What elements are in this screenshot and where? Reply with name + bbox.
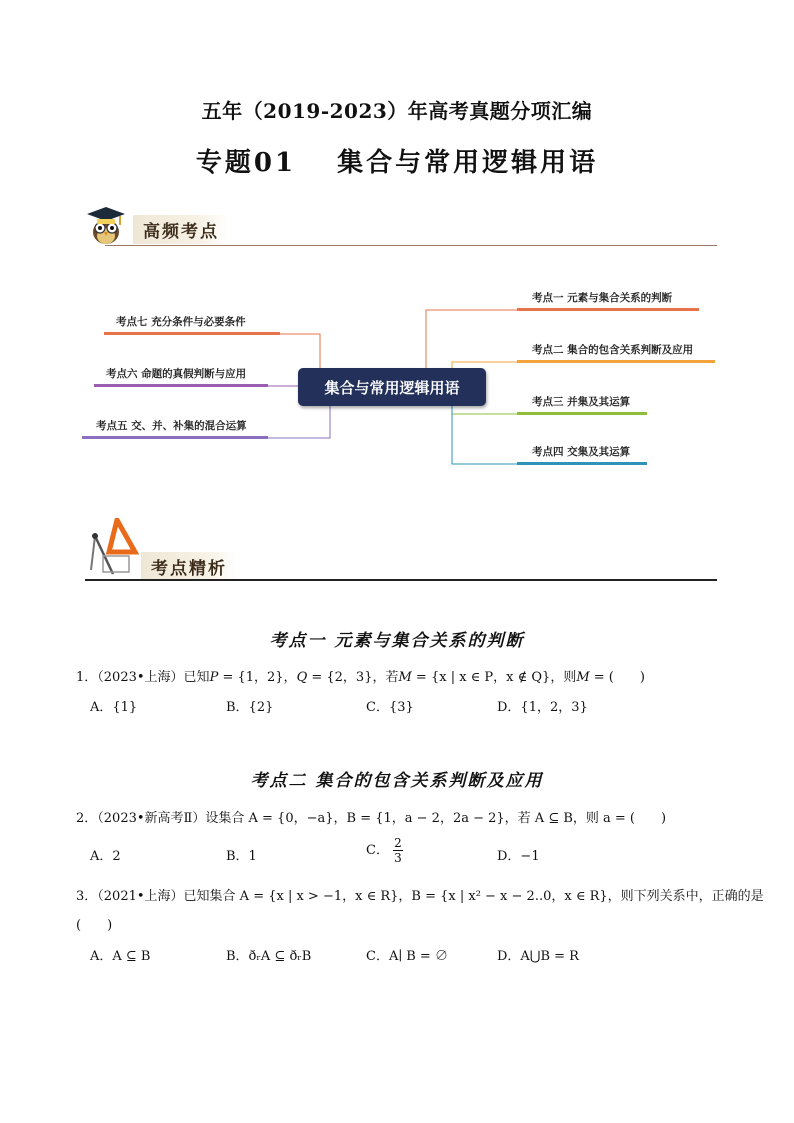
option-d: D．A⋃B = R xyxy=(497,949,579,964)
question-2: 2．（2023•新高考Ⅱ）设集合 A = {0，−a}，B = {1，a − 2，2a − 2}，若 A ⊆ B，则 a = ( ) xyxy=(76,811,667,826)
option-b: B．ðᵣA ⊆ ðᵣB xyxy=(226,949,312,964)
question-source: （2023•新高考Ⅱ） xyxy=(97,811,206,826)
question-source: （2021•上海） xyxy=(97,889,184,904)
section-label: 高频考点 xyxy=(133,215,229,244)
option-b: B．{2} xyxy=(226,700,274,715)
question-number: 3． xyxy=(76,889,98,904)
topic-heading-2: 考点二 集合的包含关系判断及应用 xyxy=(250,771,544,791)
option-a: A．{1} xyxy=(90,700,138,715)
option-a: A．A ⊆ B xyxy=(90,949,151,964)
answer-blank: ( ) xyxy=(76,918,113,933)
mindmap-node-7: 考点七 充分条件与必要条件 xyxy=(116,316,246,328)
question-number: 1． xyxy=(76,670,98,685)
question-1: 1．（2023•上海）已知P = {1，2}，Q = {2，3}，若M = {x | x ∈ P，x ∉ Q}，则M = ( ) xyxy=(76,670,645,685)
mindmap-center-node: 集合与常用逻辑用语 xyxy=(298,368,486,406)
section-label: 考点精析 xyxy=(141,552,237,581)
mindmap-node-4: 考点四 交集及其运算 xyxy=(532,446,631,458)
section-banner-analysis xyxy=(85,518,717,584)
mindmap-node-2: 考点二 集合的包含关系判断及应用 xyxy=(532,344,694,356)
option-d: D．{1，2，3} xyxy=(497,700,588,715)
option-c: C．A∣ B = ∅ xyxy=(366,949,448,964)
mindmap-node-1: 考点一 元素与集合关系的判断 xyxy=(532,292,673,304)
option-b: B．1 xyxy=(226,849,257,864)
option-a: A．2 xyxy=(90,849,121,864)
question-source: （2023•上海） xyxy=(97,670,184,685)
fraction: $\frac{2}{3}$ xyxy=(394,836,402,865)
mindmap-node-6: 考点六 命题的真假判断与应用 xyxy=(106,368,247,380)
option-c: C． $\frac{2}{3}$ xyxy=(366,836,402,865)
option-c: C．{3} xyxy=(366,700,414,715)
ruler-compass-icon xyxy=(89,518,139,578)
mindmap-node-5: 考点五 交、并、补集的混合运算 xyxy=(96,420,247,432)
question-number: 2． xyxy=(76,811,98,826)
topic-heading-1: 考点一 元素与集合关系的判断 xyxy=(269,631,525,651)
topic-title: 专题01 集合与常用逻辑用语 xyxy=(195,148,599,178)
option-d: D．−1 xyxy=(497,849,540,864)
mindmap-node-3: 考点三 并集及其运算 xyxy=(532,396,631,408)
question-3: 3．（2021•上海）已知集合 A = {x | x > −1，x ∈ R}，B = {x | x² − x − 2..0，x ∈ R}，则下列关系中，正确的是 xyxy=(76,889,764,904)
section-rule xyxy=(85,579,717,581)
document-title: 五年（2019-2023）年高考真题分项汇编 xyxy=(201,99,593,123)
